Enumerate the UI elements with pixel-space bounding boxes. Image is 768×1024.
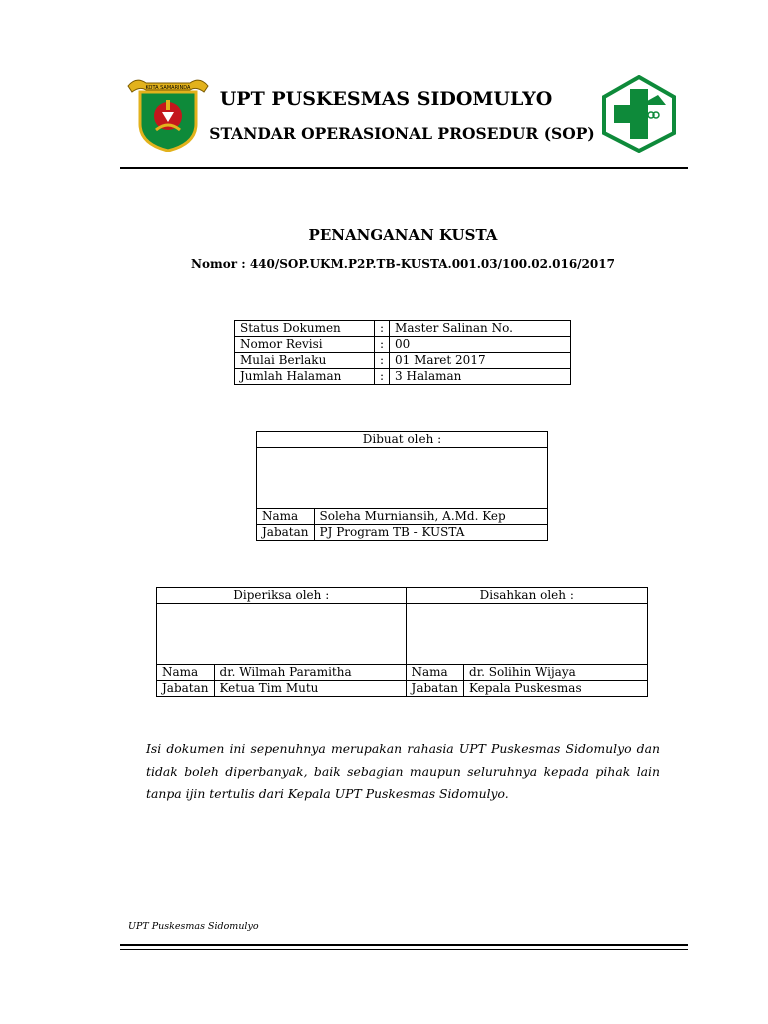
- table-row: [235, 369, 571, 385]
- effective-date-label: Mulai Berlaku: [235, 353, 375, 369]
- emblem-ribbon-text: KOTA SAMARINDA: [145, 85, 191, 91]
- signature-area: [257, 448, 548, 509]
- status-label: Status Dokumen: [235, 321, 375, 337]
- name-value: dr. Wilmah Paramitha: [214, 665, 406, 681]
- page-count-value: 3 Halaman: [390, 369, 571, 385]
- separator: :: [375, 321, 390, 337]
- status-value: Master Salinan No.: [390, 321, 571, 337]
- footer-divider: [120, 944, 688, 946]
- page-count-label: Jumlah Halaman: [235, 369, 375, 385]
- separator: :: [375, 369, 390, 385]
- signature-area: [406, 604, 647, 665]
- effective-date-value: 01 Maret 2017: [390, 353, 571, 369]
- document-number: Nomor : 440/SOP.UKM.P2P.TB-KUSTA.001.03/100.02.016/2017: [191, 257, 615, 271]
- separator: :: [375, 353, 390, 369]
- position-value: PJ Program TB - KUSTA: [314, 525, 547, 541]
- table-row: [235, 337, 571, 353]
- table-row: [235, 353, 571, 369]
- prepared-by-table: [256, 431, 548, 541]
- separator: :: [375, 337, 390, 353]
- confidentiality-note: Isi dokumen ini sepenuhnya merupakan rahasia UPT Puskesmas Sidomulyo dan tidak boleh diperbanyak, baik sebagian maupun seluruhnya kepada pihak lain tanpa ijin tertulis dari Kepala UPT Puskesmas Sidomulyo.: [146, 741, 660, 801]
- header-divider: [120, 167, 688, 169]
- name-value: Soleha Murniansih, A.Md. Kep: [314, 509, 547, 525]
- approval-table: [156, 587, 648, 697]
- position-label: Jabatan: [157, 681, 215, 697]
- position-label: Jabatan: [406, 681, 464, 697]
- name-value: dr. Solihin Wijaya: [464, 665, 648, 681]
- signature-area: [157, 604, 407, 665]
- position-value: Ketua Tim Mutu: [214, 681, 406, 697]
- footer-text: UPT Puskesmas Sidomulyo: [128, 921, 259, 932]
- revision-label: Nomor Revisi: [235, 337, 375, 353]
- name-label: Nama: [406, 665, 464, 681]
- puskesmas-cross-logo: [600, 75, 678, 153]
- institution-title: UPT PUSKESMAS SIDOMULYO: [219, 88, 553, 110]
- revision-value: 00: [390, 337, 571, 353]
- table-row: [235, 321, 571, 337]
- position-value: Kepala Puskesmas: [464, 681, 648, 697]
- status-table: [234, 320, 571, 385]
- name-label: Nama: [257, 509, 315, 525]
- prepared-by-header: Dibuat oleh :: [257, 432, 548, 448]
- footer-divider: [120, 949, 688, 950]
- position-label: Jabatan: [257, 525, 315, 541]
- name-label: Nama: [157, 665, 215, 681]
- approved-by-header: Disahkan oleh :: [406, 588, 647, 604]
- document-title: PENANGANAN KUSTA: [308, 226, 498, 244]
- sop-subtitle: STANDAR OPERASIONAL PROSEDUR (SOP): [209, 124, 595, 143]
- checked-by-header: Diperiksa oleh :: [157, 588, 407, 604]
